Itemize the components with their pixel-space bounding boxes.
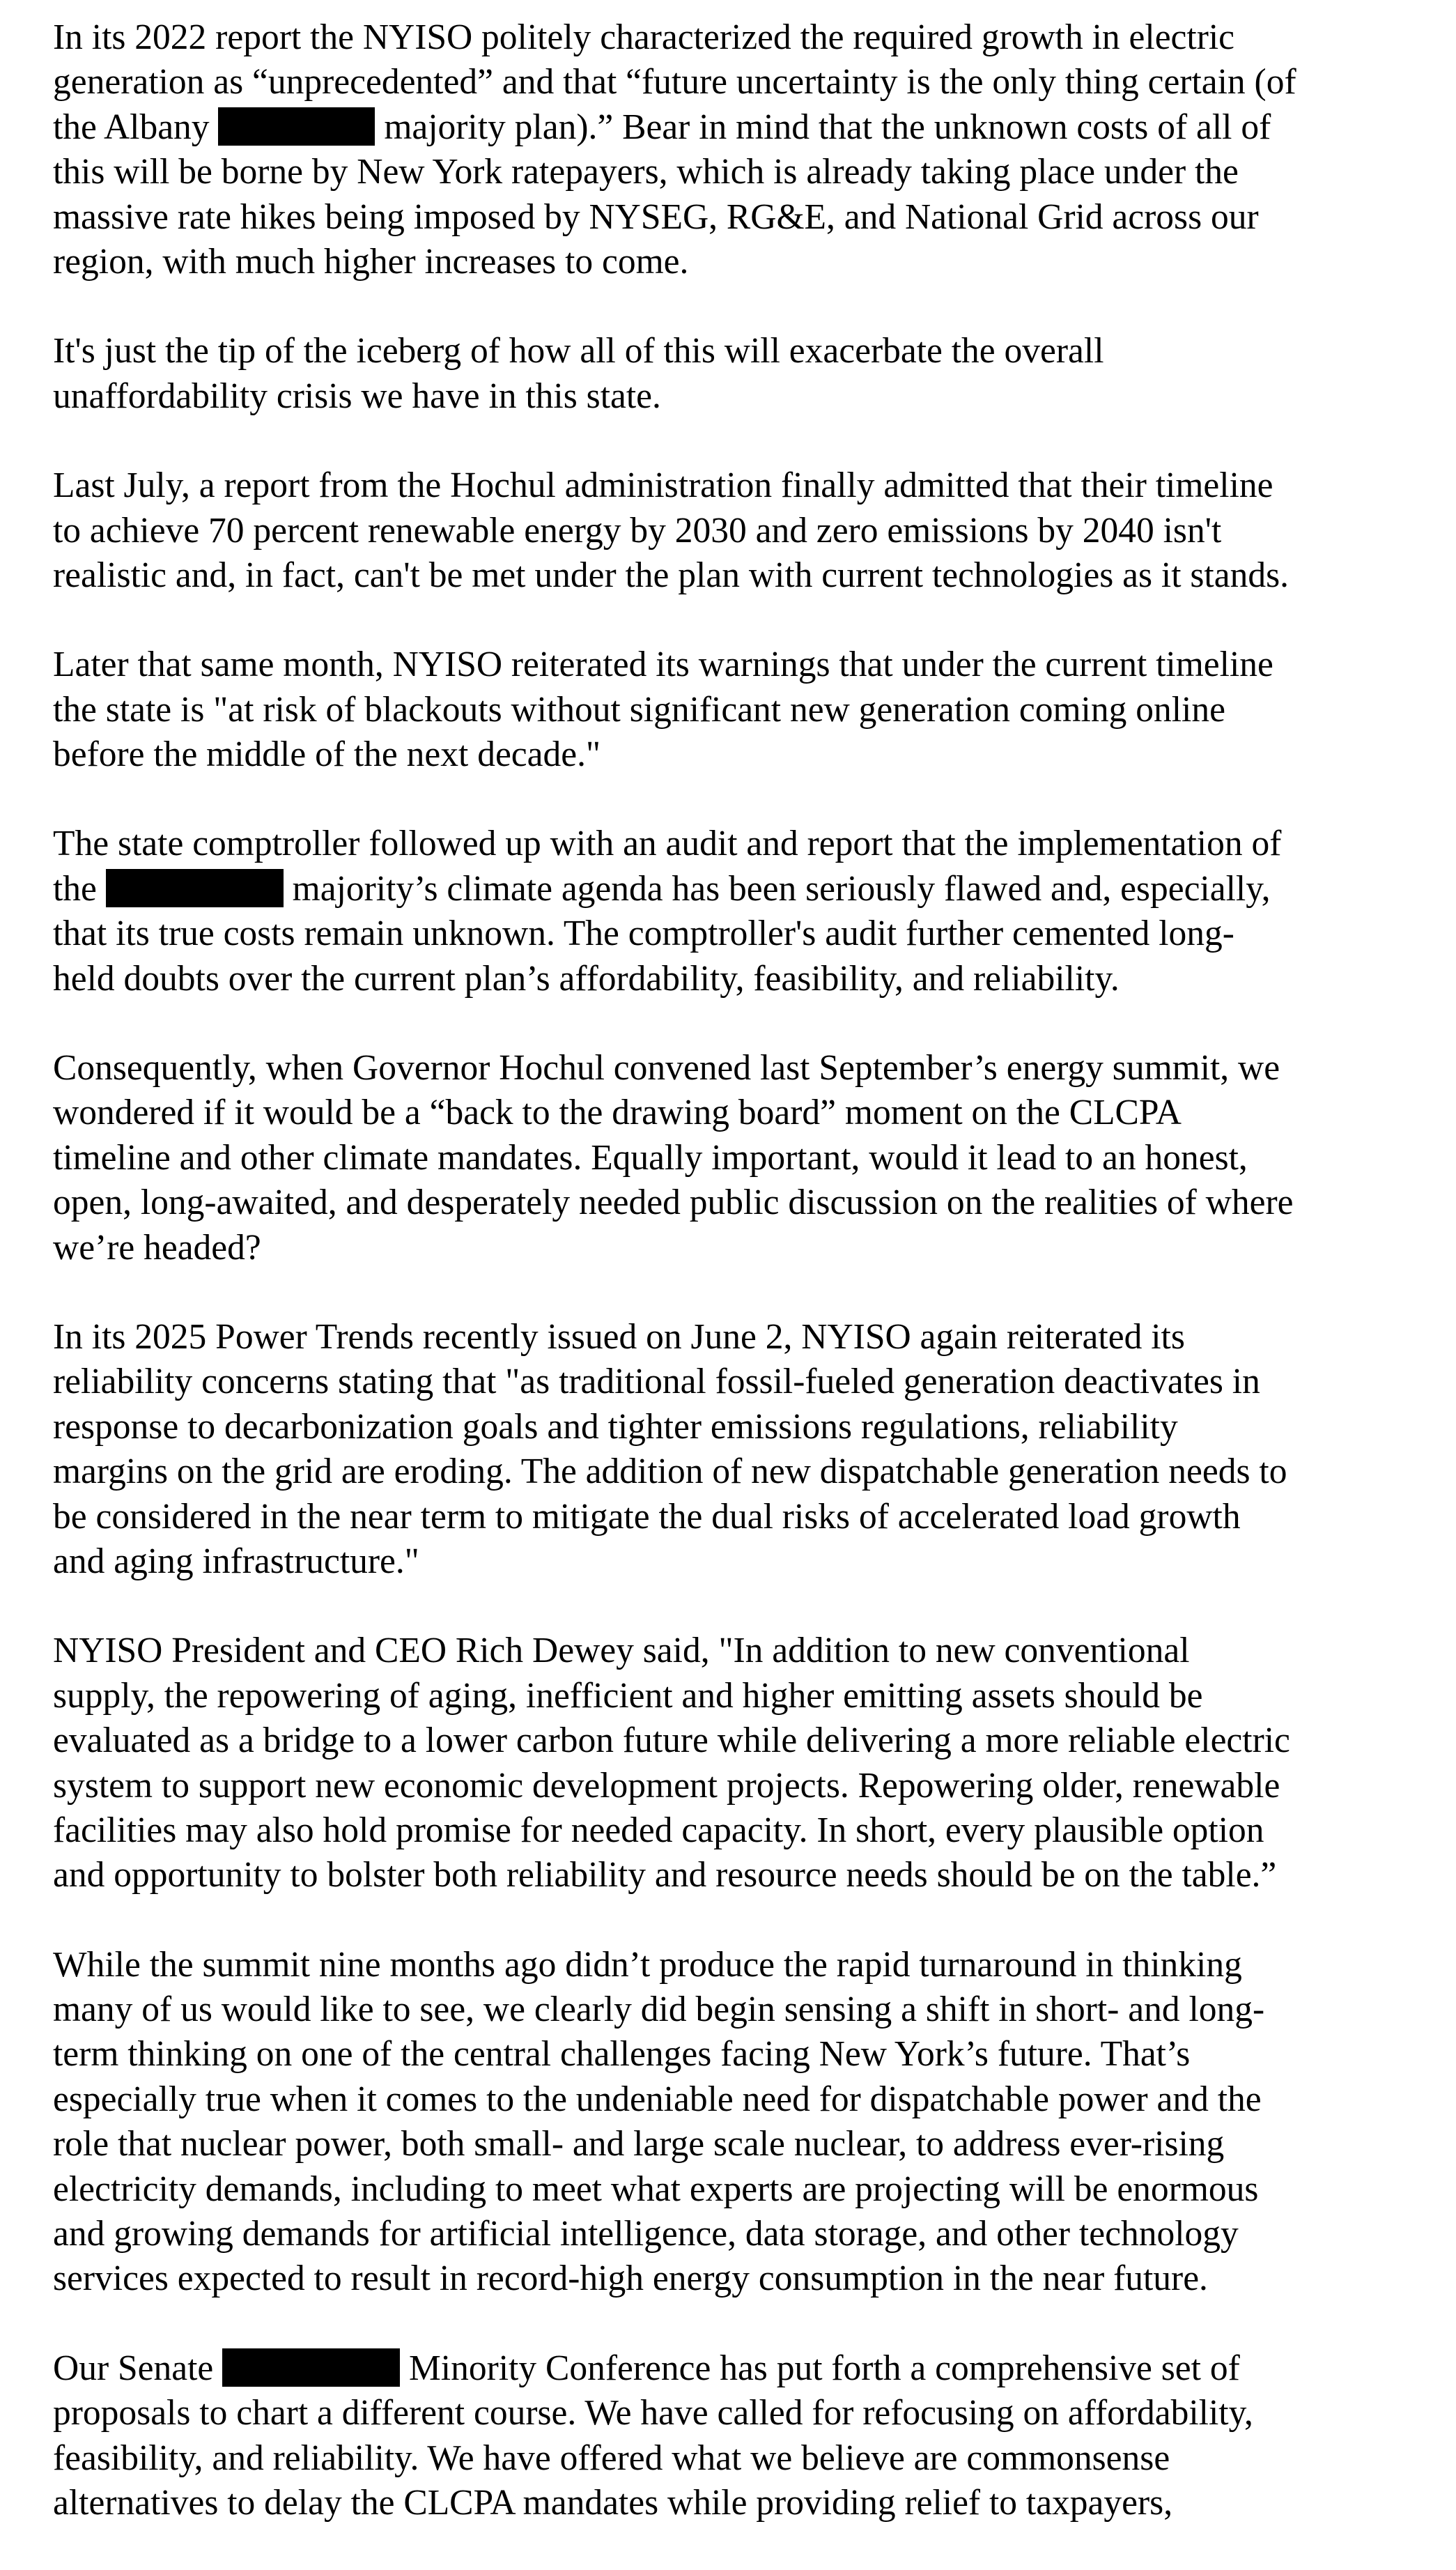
text-line: [53, 2436, 1418, 2481]
paragraph: [53, 1046, 1418, 1270]
redaction-block: [218, 107, 375, 146]
text-line: [53, 1495, 1418, 1539]
text-segment: unaffordability crisis we have in this state.: [53, 376, 661, 416]
text-segment: to achieve 70 percent renewable energy by 2030 and zero emissions by 2040 isn't: [53, 510, 1222, 551]
paragraph: [53, 1943, 1418, 2302]
text-line: [53, 1315, 1418, 1360]
text-segment: timeline and other climate mandates. Equally important, would it lead to an honest,: [53, 1137, 1248, 1178]
text-line: [53, 957, 1418, 1001]
text-line: [53, 867, 1418, 911]
text-segment: response to decarbonization goals and tighter emissions regulations, reliability: [53, 1406, 1178, 1447]
text-line: [53, 1629, 1418, 1673]
text-segment: NYISO President and CEO Rich Dewey said, "In addition to new conventional: [53, 1631, 1190, 1671]
text-line: [53, 1539, 1418, 1584]
paragraph: [53, 15, 1418, 284]
text-segment: held doubts over the current plan’s affordability, feasibility, and reliability.: [53, 958, 1120, 999]
text-line: [53, 195, 1418, 240]
text-line: [53, 2077, 1418, 2122]
text-line: [53, 1987, 1418, 2032]
text-line: [53, 732, 1418, 777]
text-segment: majority’s climate agenda has been seriously flawed and, especially,: [283, 868, 1271, 909]
text-line: [53, 1091, 1418, 1135]
text-line: [53, 2167, 1418, 2212]
text-segment: many of us would like to see, we clearly did begin sensing a shift in short- and long-: [53, 1990, 1265, 2030]
text-segment: term thinking on one of the central challenges facing New York’s future. That’s: [53, 2034, 1191, 2075]
text-line: [53, 1449, 1418, 1494]
text-segment: Last July, a report from the Hochul administration finally admitted that their timeline: [53, 465, 1273, 506]
text-segment: While the summit nine months ago didn’t produce the rapid turnaround in thinking: [53, 1944, 1242, 1985]
paragraph: [53, 1629, 1418, 1898]
paragraph: [53, 822, 1418, 1001]
text-segment: supply, the repowering of aging, inefficient and higher emitting assets should be: [53, 1675, 1203, 1716]
text-line: [53, 553, 1418, 598]
redaction-block: [222, 2348, 400, 2387]
text-segment: electricity demands, including to meet what experts are projecting will be enormous: [53, 2169, 1259, 2209]
text-line: [53, 2032, 1418, 2077]
text-segment: role that nuclear power, both small- and large scale nuclear, to address ever-rising: [53, 2124, 1225, 2164]
text-line: [53, 1943, 1418, 1987]
text-line: [53, 1046, 1418, 1091]
text-line: [53, 2346, 1418, 2391]
text-segment: and aging infrastructure.": [53, 1541, 419, 1581]
text-segment: facilities may also hold promise for needed capacity. In short, every plausible option: [53, 1810, 1264, 1850]
text-line: [53, 2122, 1418, 2167]
text-segment: and opportunity to bolster both reliability and resource needs should be on the table.”: [53, 1855, 1277, 1895]
text-segment: alternatives to delay the CLCPA mandates while providing relief to taxpayers,: [53, 2482, 1173, 2523]
text-line: [53, 509, 1418, 553]
text-segment: the Albany: [53, 107, 219, 147]
text-segment: the: [53, 868, 106, 909]
text-segment: feasibility, and reliability. We have offered what we believe are commonsense: [53, 2438, 1170, 2478]
text-segment: Later that same month, NYISO reiterated its warnings that under the current timeline: [53, 645, 1273, 685]
text-line: [53, 105, 1418, 150]
text-line: [53, 1808, 1418, 1853]
text-line: [53, 1853, 1418, 1898]
text-segment: Consequently, when Governor Hochul convened last September’s energy summit, we: [53, 1048, 1280, 1088]
paragraph: [53, 329, 1418, 419]
text-segment: be considered in the near term to mitigate the dual risks of accelerated load growth: [53, 1496, 1241, 1537]
paragraph: [53, 2346, 1418, 2526]
text-segment: generation as “unprecedented” and that “future uncertainty is the only thing certain (of: [53, 62, 1296, 102]
text-line: [53, 688, 1418, 732]
text-segment: we’re headed?: [53, 1227, 261, 1268]
text-line: [53, 2481, 1418, 2525]
text-line: [53, 1180, 1418, 1225]
text-line: [53, 15, 1418, 60]
text-line: [53, 822, 1418, 866]
text-segment: In its 2025 Power Trends recently issued on June 2, NYISO again reiterated its: [53, 1316, 1185, 1357]
text-line: [53, 150, 1418, 194]
text-segment: margins on the grid are eroding. The addition of new dispatchable generation needs to: [53, 1452, 1287, 1492]
text-segment: wondered if it would be a “back to the drawing board” moment on the CLCPA: [53, 1093, 1182, 1133]
text-segment: before the middle of the next decade.": [53, 734, 601, 775]
text-segment: It's just the tip of the iceberg of how all of this will exacerbate the overall: [53, 331, 1104, 371]
text-line: [53, 642, 1418, 687]
text-line: [53, 911, 1418, 956]
text-line: [53, 463, 1418, 508]
text-line: [53, 2212, 1418, 2256]
document-page: [53, 15, 1418, 2570]
text-segment: region, with much higher increases to come.: [53, 241, 689, 282]
text-segment: Our Senate: [53, 2348, 223, 2388]
text-segment: realistic and, in fact, can't be met under the plan with current technologies as it stands.: [53, 555, 1290, 595]
text-line: [53, 240, 1418, 284]
text-segment: system to support new economic development projects. Repowering older, renewable: [53, 1765, 1280, 1806]
text-line: [53, 1718, 1418, 1763]
text-line: [53, 1674, 1418, 1718]
text-segment: massive rate hikes being imposed by NYSEG, RG&E, and National Grid across our: [53, 197, 1259, 237]
redaction-block: [106, 869, 284, 907]
paragraph: [53, 1315, 1418, 1584]
text-segment: open, long-awaited, and desperately needed public discussion on the realities of where: [53, 1183, 1294, 1223]
text-line: [53, 1360, 1418, 1404]
text-line: [53, 1405, 1418, 1449]
paragraph: [53, 463, 1418, 598]
text-segment: services expected to result in record-high energy consumption in the near future.: [53, 2259, 1208, 2299]
text-segment: that its true costs remain unknown. The comptroller's audit further cemented long-: [53, 914, 1234, 954]
text-segment: evaluated as a bridge to a lower carbon future while delivering a more reliable electric: [53, 1721, 1290, 1761]
text-segment: Minority Conference has put forth a comprehensive set of: [400, 2348, 1240, 2388]
text-line: [53, 1764, 1418, 1808]
text-segment: the state is "at risk of blackouts without significant new generation coming online: [53, 689, 1225, 730]
paragraph: [53, 642, 1418, 777]
text-segment: and growing demands for artificial intelligence, data storage, and other technology: [53, 2214, 1239, 2254]
text-line: [53, 1136, 1418, 1180]
text-line: [53, 2391, 1418, 2436]
text-segment: especially true when it comes to the undeniable need for dispatchable power and the: [53, 2079, 1262, 2119]
text-segment: proposals to chart a different course. We have called for refocusing on affordability,: [53, 2393, 1253, 2433]
text-segment: this will be borne by New York ratepayers, which is already taking place under the: [53, 152, 1239, 192]
text-segment: majority plan).” Bear in mind that the unknown costs of all of: [375, 107, 1271, 147]
text-line: [53, 60, 1418, 105]
text-segment: reliability concerns stating that "as traditional fossil-fueled generation deactivates in: [53, 1362, 1260, 1402]
text-line: [53, 2256, 1418, 2301]
text-line: [53, 1226, 1418, 1270]
text-segment: The state comptroller followed up with an audit and report that the implementation of: [53, 824, 1282, 864]
text-line: [53, 329, 1418, 374]
text-segment: In its 2022 report the NYISO politely characterized the required growth in electric: [53, 17, 1235, 57]
text-line: [53, 374, 1418, 419]
